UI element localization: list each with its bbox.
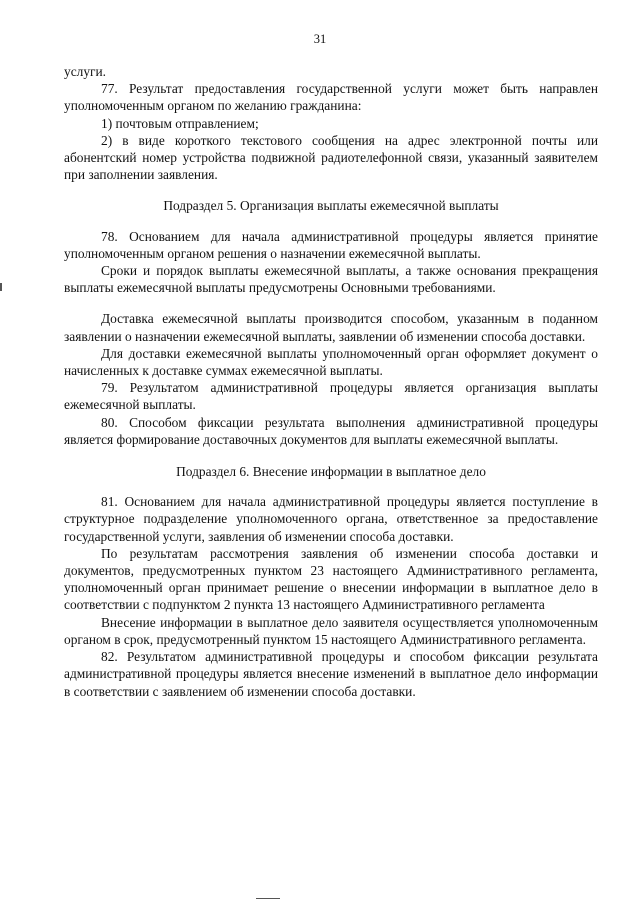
paragraph: 78. Основанием для начала административной процедуры является принятие уполномоченным органом решения о назначении ежемесячной выплаты. — [64, 228, 598, 261]
document-body — [64, 63, 598, 700]
paragraph: По результатам рассмотрения заявления об изменении способа доставки и документов, предусмотренных пунктом 23 настоящего Административного регламента, уполномоченный орган принимает решение о внесении информации в выплатное дело в соответствии с подпунктом 2 пункта 13 настоящего Административного регламента — [64, 545, 598, 613]
paragraph: 1) почтовым отправлением; — [101, 115, 259, 131]
paragraph: услуги. — [64, 64, 107, 79]
paragraph: Внесение информации в выплатное дело заявителя осуществляется уполномоченным органом в срок, предусмотренный пунктом 15 настоящего Административного регламента. — [64, 614, 598, 647]
paragraph: Сроки и порядок выплаты ежемесячной выплаты, а также основания прекращения выплаты ежемесячной выплаты предусмотрены Основными требованиями. — [64, 263, 598, 296]
paragraph: 77. Результат предоставления государственной услуги может быть направлен уполномоченным органом по желанию гражданина: — [64, 81, 598, 114]
section-heading: Подраздел 5. Организация выплаты ежемесячной выплаты — [163, 198, 499, 214]
page-number: 31 — [313, 32, 327, 46]
scan-edge-mark — [0, 283, 2, 291]
paragraph: 2) в виде короткого текстового сообщения на адрес электронной почты или абонентский номер устройства подвижной радиотелефонной связи, указанный заявителем при заполнении заявления. — [64, 132, 598, 183]
section-heading: Подраздел 6. Внесение информации в выплатное дело — [176, 464, 486, 480]
paragraph: Доставка ежемесячной выплаты производится способом, указанным в поданном заявлении о назначении ежемесячной выплаты, заявлении об изменении способа доставки. — [64, 311, 598, 344]
paragraph: 82. Результатом административной процедуры и способом фиксации результата административной процедуры является внесение изменений в выплатное дело информации в соответствии с заявлением об изменении способа доставки. — [64, 649, 598, 699]
paragraph: 81. Основанием для начала административной процедуры является поступление в структурное подразделение уполномоченного органа, ответственное за предоставление государственной услуги, заявления об изменении способа доставки. — [64, 494, 598, 544]
paragraph: 80. Способом фиксации результата выполнения административной процедуры является формирование доставочных документов для выплаты ежемесячной выплаты. — [64, 414, 598, 447]
paragraph: 79. Результатом административной процедуры является организация выплаты ежемесячной выплаты. — [64, 380, 598, 413]
scan-bottom-mark — [256, 898, 280, 899]
paragraph: Для доставки ежемесячной выплаты уполномоченный орган оформляет документ о начисленных к доставке суммах ежемесячной выплаты. — [64, 345, 598, 379]
